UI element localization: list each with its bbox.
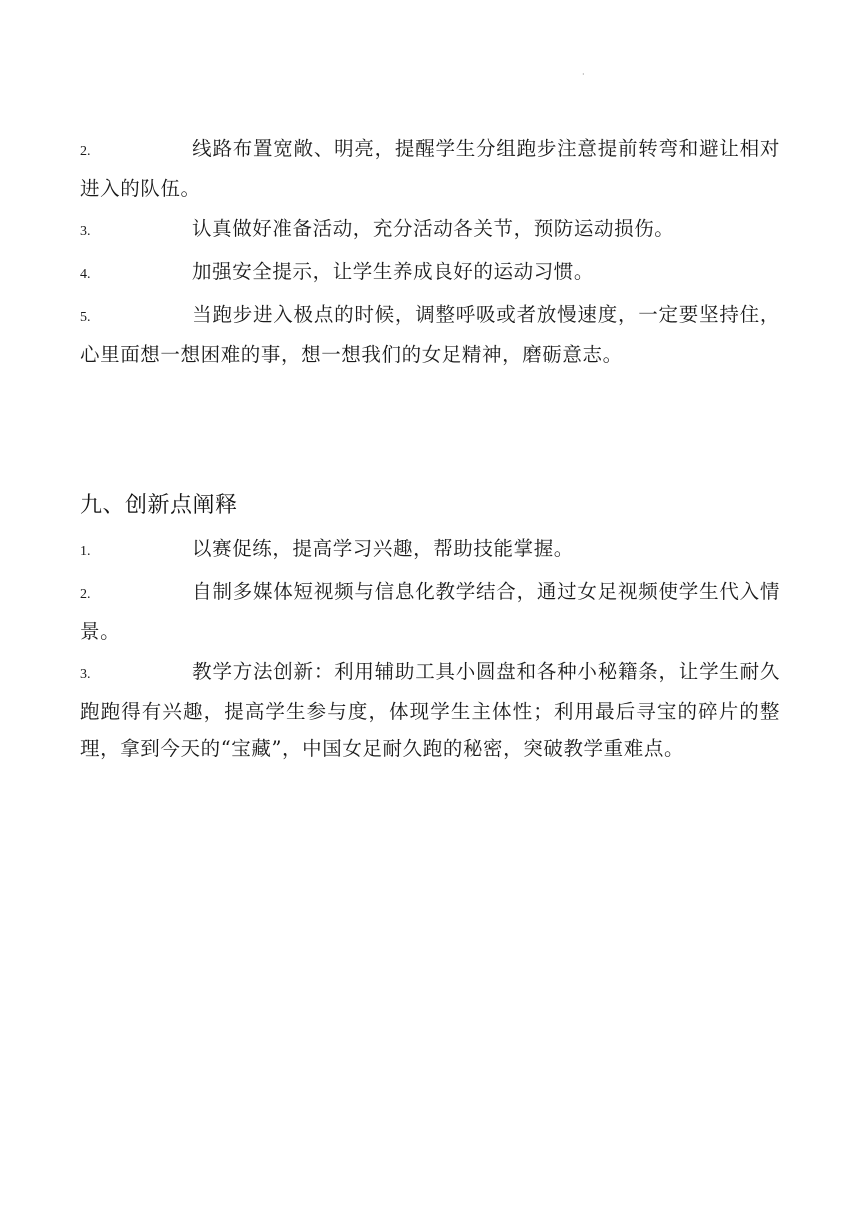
list-item xyxy=(80,210,780,250)
list-item xyxy=(80,653,780,767)
list-item-text: 教学方法创新：利用辅助工具小圆盘和各种小秘籍条，让学生耐久跑跑得有兴趣，提高学生参与度，体现学生主体性；利用最后寻宝的碎片的整理，拿到今天的“宝藏”，中国女足耐久跑的秘密，突破教学重难点。 xyxy=(80,660,780,760)
list-item xyxy=(80,573,780,650)
list-item-text: 自制多媒体短视频与信息化教学结合，通过女足视频使学生代入情景。 xyxy=(80,580,780,643)
list-item-text: 当跑步进入极点的时候，调整呼吸或者放慢速度，一定要坚持住，心里面想一想困难的事，想一想我们的女足精神，磨砺意志。 xyxy=(80,303,780,366)
list-item xyxy=(80,296,780,373)
list-item-number: 2. xyxy=(80,587,91,602)
list-item-number: 2. xyxy=(80,144,91,159)
list-item-text: 线路布置宽敞、明亮，提醒学生分组跑步注意提前转弯和避让相对进入的队伍。 xyxy=(80,137,780,200)
safety-list xyxy=(80,130,780,376)
list-item-number: 3. xyxy=(80,667,91,682)
list-item xyxy=(80,253,780,293)
innovation-list xyxy=(80,530,780,770)
list-item-text: 加强安全提示，让学生养成良好的运动习惯。 xyxy=(192,260,595,283)
list-item-text: 认真做好准备活动，充分活动各关节，预防运动损伤。 xyxy=(192,217,675,240)
section-heading: 九、创新点阐释 xyxy=(80,493,238,518)
list-item-text: 以赛促练，提高学习兴趣，帮助技能掌握。 xyxy=(192,537,574,560)
list-item-number: 5. xyxy=(80,310,91,325)
list-item xyxy=(80,530,780,570)
list-item-number: 3. xyxy=(80,224,91,239)
page-dot-mark: · xyxy=(582,70,585,79)
list-item xyxy=(80,130,780,207)
list-item-number: 1. xyxy=(80,544,91,559)
list-item-number: 4. xyxy=(80,267,91,282)
